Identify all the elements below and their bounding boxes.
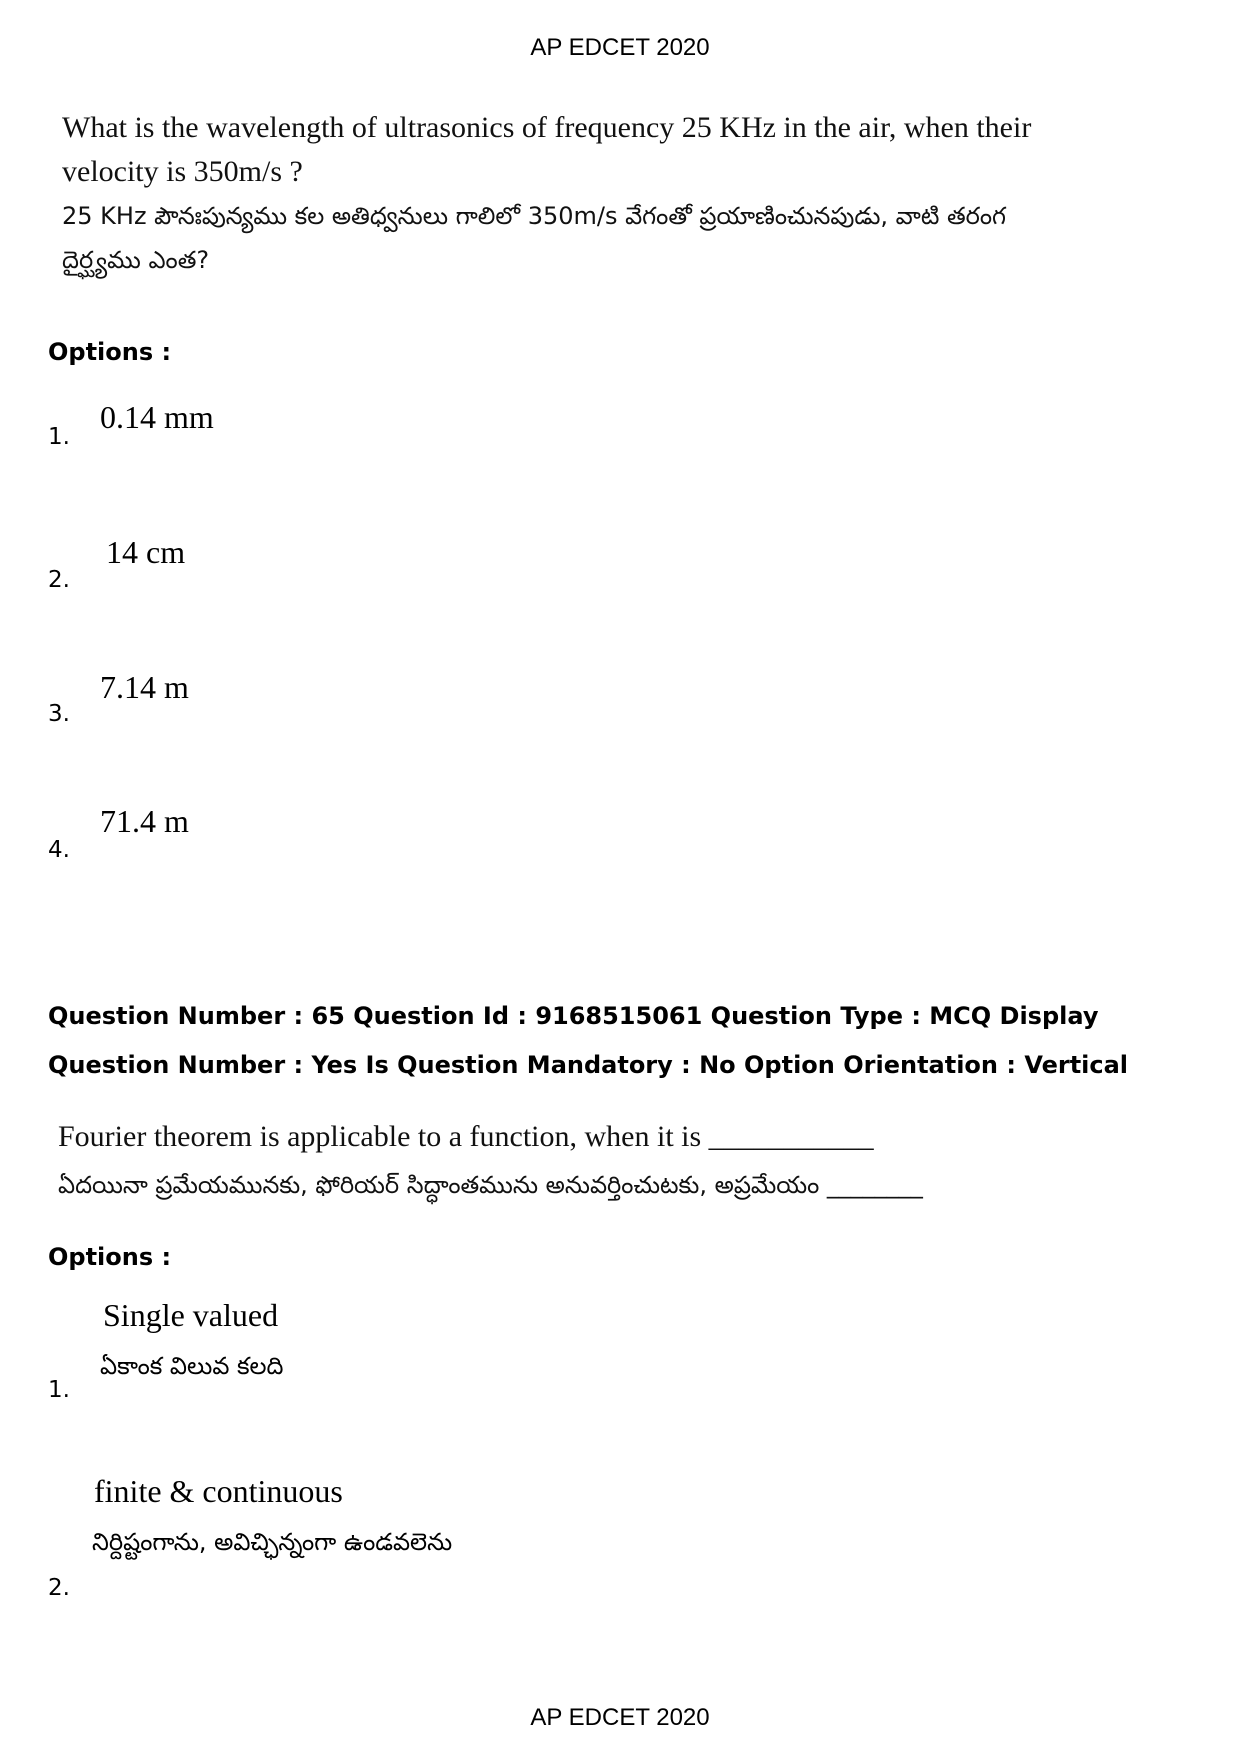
question-64-stem-te-line-2: దైర్ఘ్యము ఎంత? (62, 246, 210, 274)
question-65-option-1-text-en[interactable]: Single valued (103, 1297, 279, 1333)
question-64-option-1-number: 1. (48, 424, 70, 450)
question-64-stem (62, 106, 1031, 282)
question-65-option-2-text-en[interactable]: finite & continuous (94, 1473, 343, 1509)
question-64-option-3-text[interactable]: 7.14 m (100, 669, 189, 705)
question-64-option-3-number: 3. (48, 701, 70, 727)
question-64-options-label: Options : (48, 338, 172, 366)
question-64-option-1-text[interactable]: 0.14 mm (100, 399, 214, 435)
question-65-option-2-number: 2. (48, 1575, 70, 1601)
question-65-options-label: Options : (48, 1243, 172, 1271)
question-64-option-4-text[interactable]: 71.4 m (100, 803, 189, 839)
question-64-option-2-number: 2. (48, 567, 70, 593)
question-65-stem-te: ఏదయినా ప్రమేయమునకు, ఫోరియర్ సిద్ధాంతమును అనువర్తించుటకు, అప్రమేయం ________ (58, 1171, 923, 1199)
question-64-option-2-text[interactable]: 14 cm (106, 534, 186, 570)
question-64-stem-en-line-2: velocity is 350m/s ? (62, 155, 303, 188)
question-65-option-1-text-te[interactable]: ఏకాంక విలువ కలది (100, 1352, 284, 1380)
question-65-metadata: Question Number : 65 Question Id : 9168515061 Question Type : MCQ Display Question Number : Yes Is Question Mandatory : No Option Orientation : Vertical (48, 1002, 1129, 1079)
question-65-stem-en: Fourier theorem is applicable to a function, when it is ___________ (58, 1120, 874, 1153)
question-64-stem-en-line-1: What is the wavelength of ultrasonics of frequency 25 KHz in the air, when their (62, 111, 1032, 144)
question-65-stem (58, 1113, 923, 1209)
page-footer: AP EDCET 2020 (530, 1704, 710, 1731)
page-header: AP EDCET 2020 (530, 34, 710, 61)
question-65-option-2-text-te[interactable]: నిర్దిష్టంగాను, అవిచ్ఛిన్నంగా ఉండవలెను (92, 1528, 453, 1556)
question-64-stem-te-line-1: 25 KHz పౌనఃపున్యము కల అతిధ్వనులు గాలిలో 350m/s వేగంతో ప్రయాణించునపుడు, వాటి తరంగ (62, 202, 1007, 230)
question-65-option-1-number: 1. (48, 1377, 70, 1403)
question-64-option-4-number: 4. (48, 837, 70, 863)
